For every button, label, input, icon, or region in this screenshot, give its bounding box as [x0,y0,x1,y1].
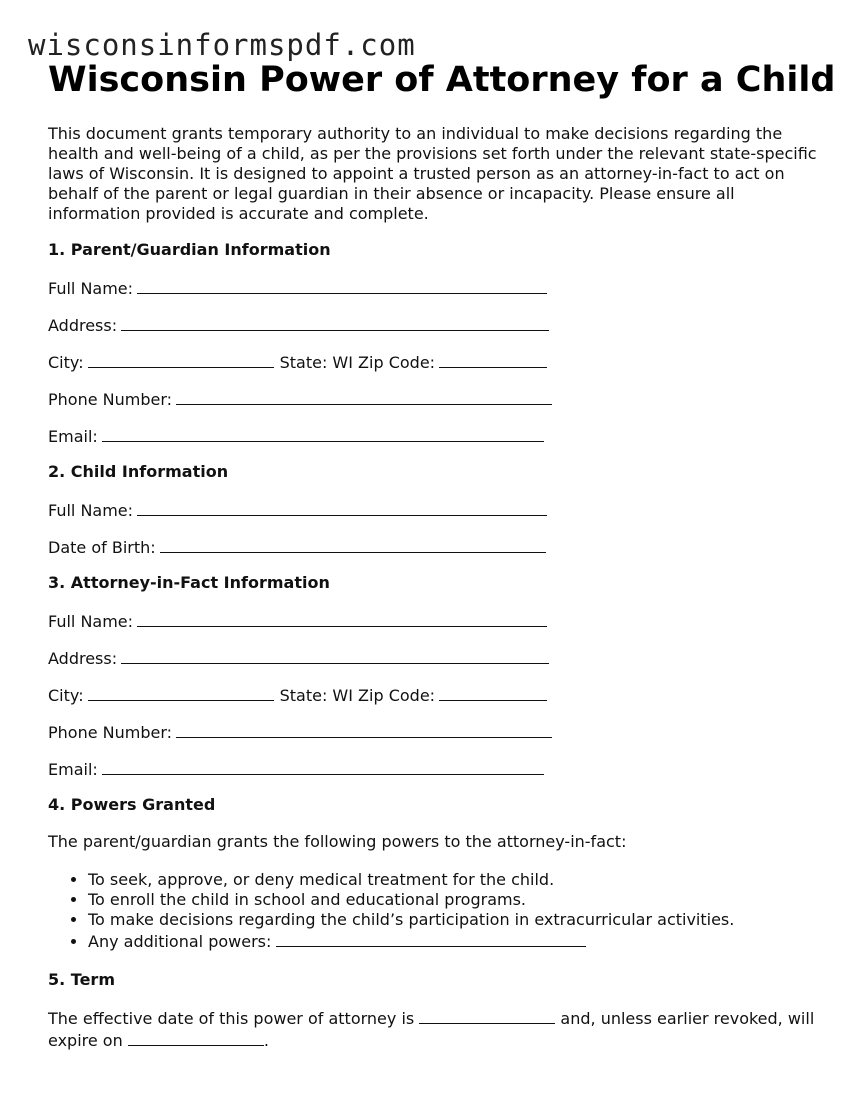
expiration-date-field[interactable] [128,1029,264,1046]
section-heading-term: 5. Term [48,970,115,989]
parent-state-zip-label: State: WI Zip Code: [279,353,436,372]
term-text-end: . [263,1031,269,1050]
intro-paragraph: This document grants temporary authority to an individual to make decisions regarding the health and well-being of a child, as per the provisions set forth under the relevant state-specific laws of Wisconsin. It is designed to appoint a trusted person as an attorney-in-fact to act on behalf of the parent or legal guardian in their absence or incapacity. Please ensure all information provided is accurate and complete. [48,124,817,223]
parent-full-name-field[interactable] [137,277,547,294]
attorney-city-field[interactable] [88,684,274,701]
parent-email-row [48,425,818,462]
parent-address-row [48,314,818,351]
attorney-email-field[interactable] [102,758,544,775]
attorney-address-row [48,647,818,684]
power-item-medical: • To seek, approve, or deny medical treatment for the child. [88,870,818,890]
attorney-full-name-row [48,610,818,647]
parent-phone-label: Phone Number: [48,390,173,409]
parent-city-field[interactable] [88,351,274,368]
power-item-additional [88,930,818,952]
additional-powers-field[interactable] [276,930,586,947]
effective-date-field[interactable] [419,1007,555,1024]
attorney-email-row [48,758,818,795]
powers-list [48,870,818,952]
term-paragraph [48,1007,818,1051]
child-full-name-label: Full Name: [48,501,134,520]
parent-address-field[interactable] [121,314,549,331]
parent-email-label: Email: [48,427,98,446]
section-heading-parent: 1. Parent/Guardian Information [48,240,331,259]
attorney-city-label: City: [48,686,84,705]
term-text-effective: The effective date of this power of attorney is [48,1009,415,1028]
parent-full-name-row [48,277,818,314]
attorney-phone-field[interactable] [176,721,552,738]
attorney-full-name-label: Full Name: [48,612,134,631]
term-text-expire: and, unless earlier revoked, will expire on [48,1009,815,1050]
section-heading-child: 2. Child Information [48,462,229,481]
parent-city-label: City: [48,353,84,372]
attorney-phone-row [48,721,818,758]
parent-phone-field[interactable] [176,388,552,405]
attorney-address-label: Address: [48,649,118,668]
child-dob-field[interactable] [160,536,546,553]
attorney-state-zip-label: State: WI Zip Code: [279,686,436,705]
section-heading-attorney: 3. Attorney-in-Fact Information [48,573,330,592]
attorney-full-name-field[interactable] [137,610,547,627]
power-item-education: • To enroll the child in school and educational programs. [88,890,818,910]
child-full-name-row [48,499,818,536]
parent-zip-field[interactable] [439,351,547,368]
attorney-phone-label: Phone Number: [48,723,173,742]
child-full-name-field[interactable] [137,499,547,516]
parent-full-name-label: Full Name: [48,279,134,298]
additional-powers-label: Any additional powers: [88,932,272,951]
power-item-extracurricular: • To make decisions regarding the child’s participation in extracurricular activities. [88,910,818,930]
parent-phone-row [48,388,818,425]
attorney-email-label: Email: [48,760,98,779]
attorney-address-field[interactable] [121,647,549,664]
powers-lead-text: The parent/guardian grants the following powers to the attorney-in-fact: [48,832,627,851]
section-heading-powers: 4. Powers Granted [48,795,216,814]
attorney-city-row [48,684,818,721]
site-watermark: wisconsinformspdf.com [28,28,416,62]
attorney-zip-field[interactable] [439,684,547,701]
form-body [48,124,818,1051]
child-dob-label: Date of Birth: [48,538,156,557]
parent-email-field[interactable] [102,425,544,442]
document-title: Wisconsin Power of Attorney for a Child [48,60,836,100]
parent-city-row [48,351,818,388]
parent-address-label: Address: [48,316,118,335]
child-dob-row [48,536,818,573]
